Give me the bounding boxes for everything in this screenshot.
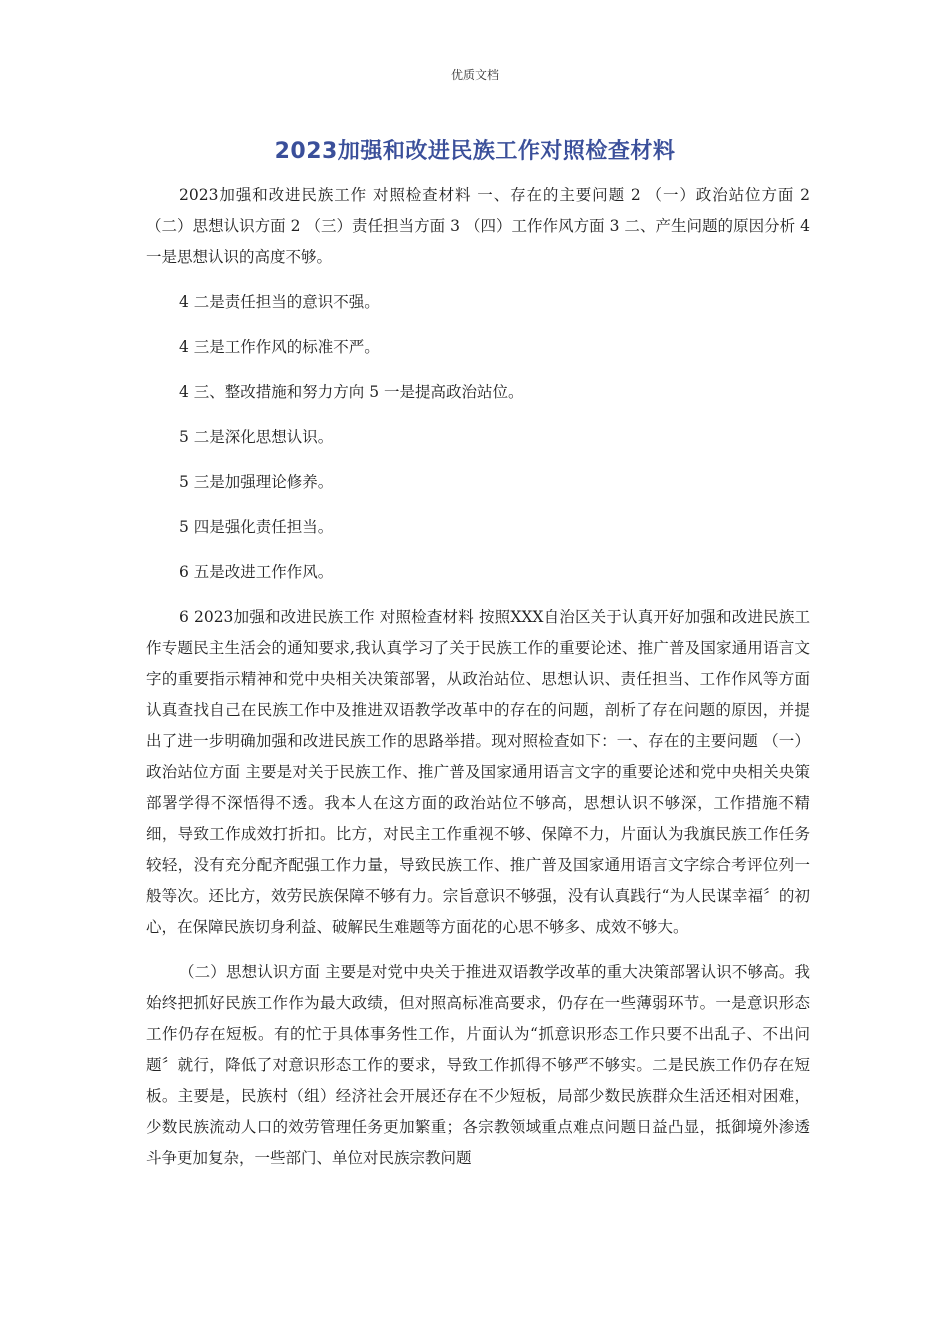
paragraph: 4 二是责任担当的意识不强。	[179, 293, 380, 311]
document-body	[146, 180, 810, 1188]
paragraph: （二）思想认识方面 主要是对党中央关于推进双语教学改革的重大决策部署认识不够高。我始终把抓好民族工作作为最大政绩，但对照高标准高要求，仍存在一些薄弱环节。一是意识形态工作仍存在短板。有的忙于具体事务性工作，片面认为“抓意识形态工作只要不出乱子、不出问题〞就行，降低了对意识形态工作的要求，导致工作抓得不够严不够实。二是民族工作仍存在短板。主要是，民族村（组）经济社会开展还存在不少短板，局部少数民族群众生活还相对困难，少数民族流动人口的效劳管理任务更加繁重；各宗教领域重点难点问题日益凸显，抵御境外渗透斗争更加复杂，一些部门、单位对民族宗教问题	[146, 963, 810, 1167]
document-title: 2023加强和改进民族工作对照检查材料	[274, 139, 676, 164]
paragraph: 4 三是工作作风的标准不严。	[179, 338, 380, 356]
paragraph: 5 四是强化责任担当。	[179, 518, 334, 536]
paragraph: 5 二是深化思想认识。	[179, 428, 334, 446]
paragraph: 5 三是加强理论修养。	[179, 473, 334, 491]
paragraph: 6 2023加强和改进民族工作 对照检查材料 按照XXX自治区关于认真开好加强和改进民族工作专题民主生活会的通知要求,我认真学习了关于民族工作的重要论述、推广普及国家通用语言文字的重要指示精神和党中央相关决策部署，从政治站位、思想认识、责任担当、工作作风等方面认真查找自己在民族工作中及推进双语教学改革中的存在的问题，剖析了存在问题的原因，并提出了进一步明确加强和改进民族工作的思路举措。现对照检查如下：一、存在的主要问题 （一）政治站位方面 主要是对关于民族工作、推广普及国家通用语言文字的重要论述和党中央相关央策部署学得不深悟得不透。我本人在这方面的政治站位不够高，思想认识不够深，工作措施不精细，导致工作成效打折扣。比方，对民主工作重视不够、保障不力，片面认为我旗民族工作任务较轻，没有充分配齐配强工作力量，导致民族工作、推广普及国家通用语言文字综合考评位列一般等次。还比方，效劳民族保障不够有力。宗旨意识不够强，没有认真践行“为人民谋幸福〞的初心，在保障民族切身利益、破解民生难题等方面花的心思不够多、成效不够大。	[146, 608, 810, 936]
paragraph: 2023加强和改进民族工作 对照检查材料 一、存在的主要问题 2 （一）政治站位方面 2 （二）思想认识方面 2 （三）责任担当方面 3 （四）工作作风方面 3 二、产生问题的原因分析 4 一是思想认识的高度不够。	[146, 186, 810, 266]
paragraph: 4 三、整改措施和努力方向 5 一是提高政治站位。	[179, 383, 524, 401]
paragraph: 6 五是改进工作作风。	[179, 563, 334, 581]
page-header: 优质文档	[450, 68, 499, 82]
